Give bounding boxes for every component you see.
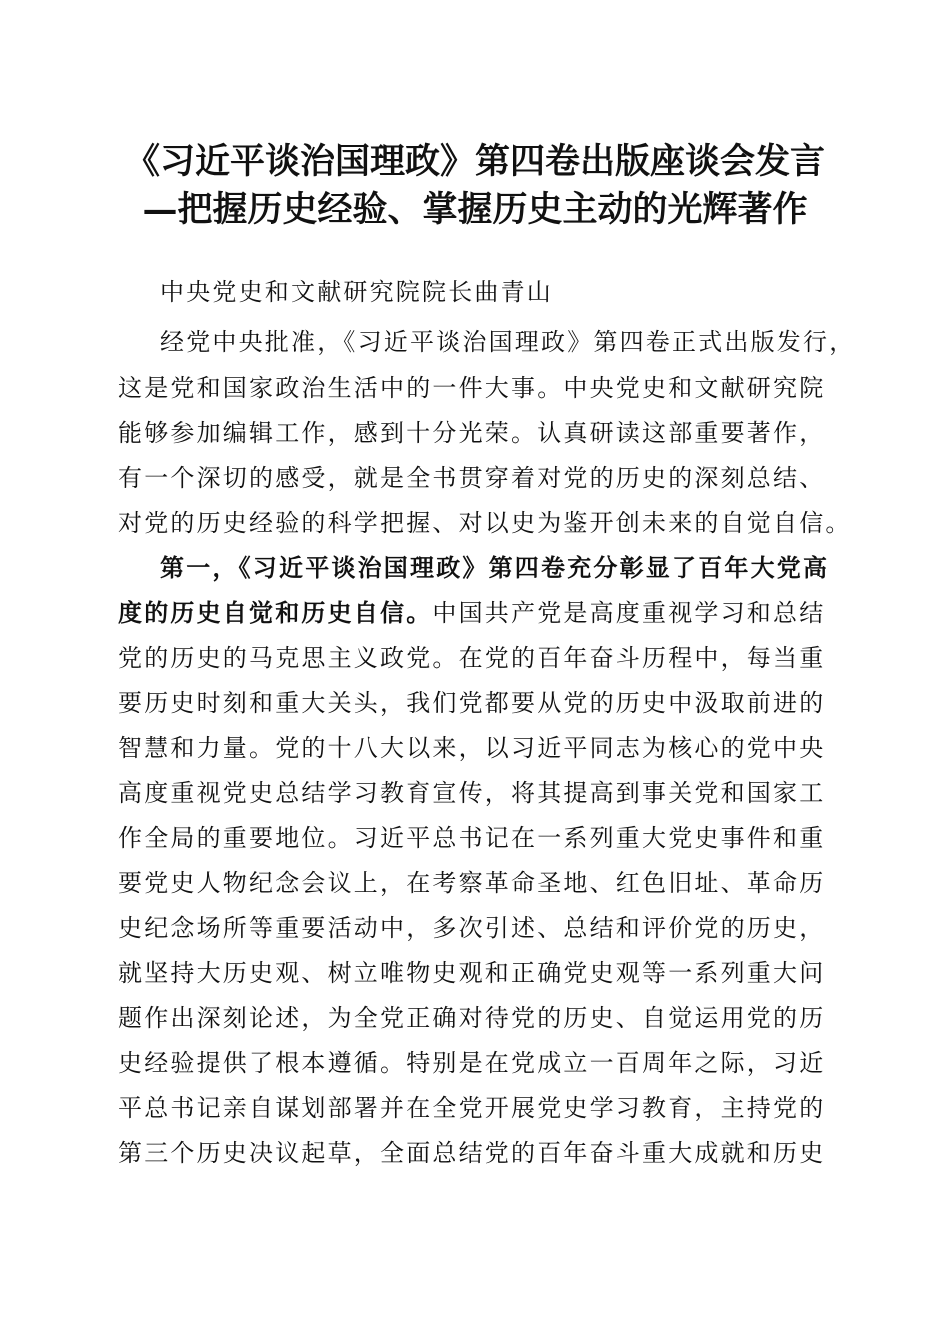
paragraph-2-line <box>118 593 825 633</box>
paragraph-2-line-text: 中国共产党是高度重视学习和总结 <box>432 599 826 627</box>
paragraph-2-line: 就坚持大历史观、树立唯物史观和正确党史观等一系列重大问 <box>118 959 826 987</box>
paragraph-2-heading-tail: 度的历史自觉和历史自信。 <box>118 598 433 627</box>
paragraph-1-line: 对党的历史经验的科学把握、对以史为鉴开创未来的自觉自信。 <box>118 509 852 537</box>
paragraph-2-line: 史纪念场所等重要活动中，多次引述、总结和评价党的历史， <box>118 914 826 942</box>
paragraph-2-line: 智慧和力量。党的十八大以来，以习近平同志为核心的党中央 <box>118 734 826 762</box>
paragraph-1-line: 有一个深切的感受，就是全书贯穿着对党的历史的深刻总结、 <box>118 464 826 492</box>
paragraph-2-heading-line: 第一，《习近平谈治国理政》第四卷充分彰显了百年大党高 <box>160 553 830 582</box>
paragraph-2-line: 题作出深刻论述，为全党正确对待党的历史、自觉运用党的历 <box>118 1004 826 1032</box>
paragraph-2-line: 第三个历史决议起草，全面总结党的百年奋斗重大成就和历史 <box>118 1139 826 1167</box>
author-line: 中央党史和文献研究院院长曲青山 <box>160 278 553 306</box>
document-title-line-2: —把握历史经验、掌握历史主动的光辉著作 <box>142 189 808 230</box>
paragraph-2-line: 党的历史的马克思主义政党。在党的百年奋斗历程中，每当重 <box>118 644 826 672</box>
paragraph-2-line: 要党史人物纪念会议上，在考察革命圣地、红色旧址、革命历 <box>118 869 826 897</box>
paragraph-1-line: 能够参加编辑工作，感到十分光荣。认真研读这部重要著作， <box>118 419 826 447</box>
paragraph-1-line: 经党中央批准，《习近平谈治国理政》第四卷正式出版发行， <box>160 328 856 356</box>
paragraph-2-line: 高度重视党史总结学习教育宣传，将其提高到事关党和国家工 <box>118 779 826 807</box>
paragraph-1-line: 这是党和国家政治生活中的一件大事。中央党史和文献研究院 <box>118 374 826 402</box>
document-title-line-1: 《习近平谈治国理政》第四卷出版座谈会发言 <box>124 141 825 182</box>
paragraph-2-line: 作全局的重要地位。习近平总书记在一系列重大党史事件和重 <box>118 824 826 852</box>
paragraph-2-line: 要历史时刻和重大关头，我们党都要从党的历史中汲取前进的 <box>118 689 826 717</box>
paragraph-2-line: 平总书记亲自谋划部署并在全党开展党史学习教育，主持党的 <box>118 1094 826 1122</box>
paragraph-2-line: 史经验提供了根本遵循。特别是在党成立一百周年之际，习近 <box>118 1049 826 1077</box>
